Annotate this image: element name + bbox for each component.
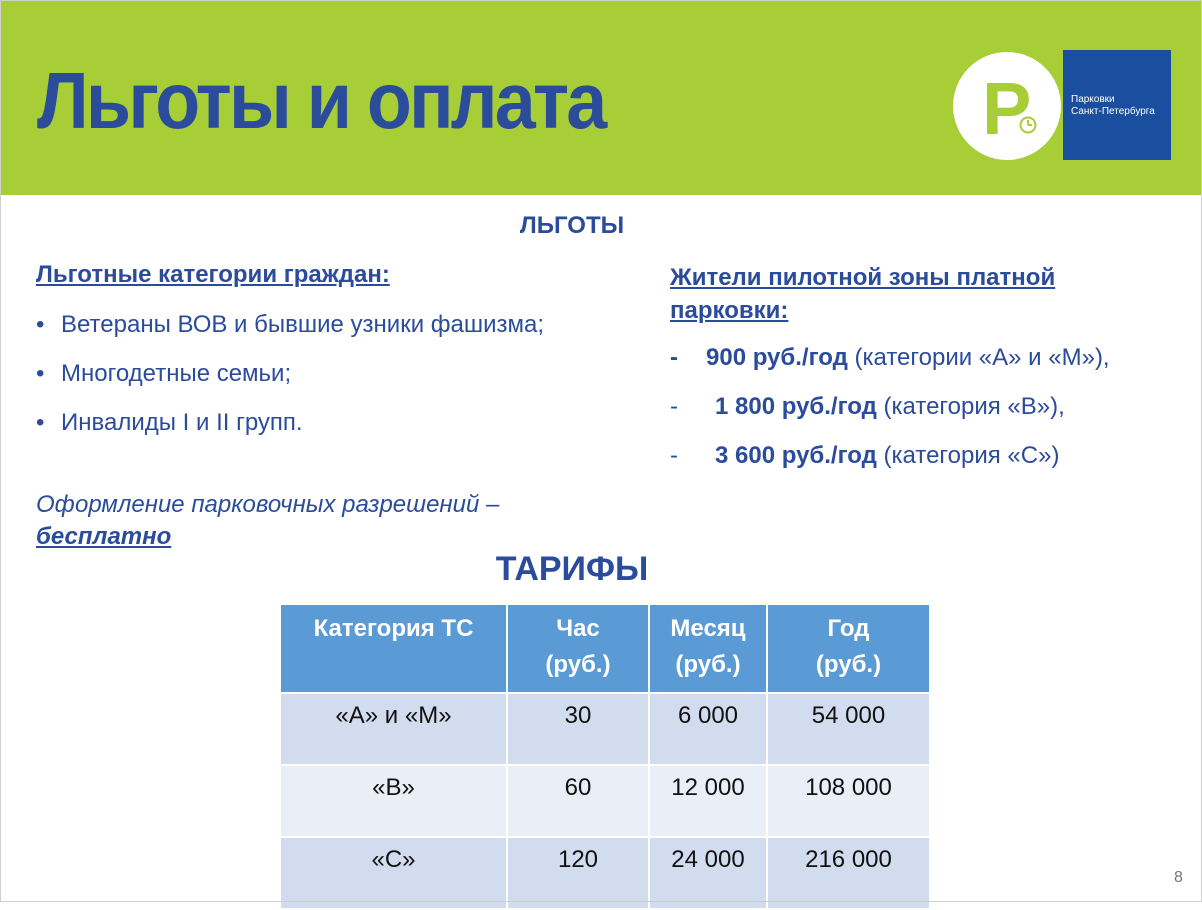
- table-cell: 24 000: [649, 837, 767, 909]
- parking-logo-icon: [953, 52, 1061, 160]
- bullet-icon: •: [36, 409, 45, 436]
- note-prefix: Оформление парковочных разрешений –: [36, 491, 500, 518]
- price-detail: (категория «В»),: [876, 393, 1065, 420]
- table-cell: 12 000: [649, 765, 767, 837]
- column-header: Час (руб.): [507, 604, 649, 693]
- table-row: [280, 693, 930, 765]
- tariffs-table: [279, 603, 931, 910]
- table-header-row: [280, 604, 930, 693]
- residents-heading: Жители пилотной зоны платной парковки:: [670, 264, 1056, 324]
- page-number: 8: [1174, 869, 1183, 886]
- list-item-text: Инвалиды I и II групп.: [61, 409, 303, 436]
- brand-text-line1: Парковки: [1071, 94, 1115, 105]
- benefit-categories-heading: Льготные категории граждан:: [36, 261, 390, 288]
- table-cell: 54 000: [767, 693, 930, 765]
- header-bar: [1, 1, 1201, 195]
- resident-price-item: [670, 440, 1059, 472]
- bullet-icon: •: [36, 311, 45, 338]
- price: 3 600 руб./год: [715, 442, 877, 469]
- table-cell: 6 000: [649, 693, 767, 765]
- table-cell: 108 000: [767, 765, 930, 837]
- brand-logo-box: [1063, 50, 1171, 160]
- table-cell: 30: [507, 693, 649, 765]
- bullet-icon: •: [36, 360, 45, 387]
- price: 1 800 руб./год: [715, 393, 877, 420]
- column-header: Месяц (руб.): [649, 604, 767, 693]
- permits-free-note: [36, 489, 576, 553]
- tariffs-title: ТАРИФЫ: [495, 550, 649, 588]
- benefit-categories-list: [36, 309, 556, 439]
- price-detail: (категория «С»): [876, 442, 1060, 469]
- table-row: [280, 837, 930, 909]
- table-cell: 216 000: [767, 837, 930, 909]
- list-item: [36, 407, 556, 439]
- table-row: [280, 765, 930, 837]
- brand-text-line2: Санкт-Петербурга: [1071, 106, 1155, 117]
- dash-marker: -: [670, 393, 678, 420]
- table-cell: «С»: [280, 837, 507, 909]
- resident-price-item: [670, 391, 1065, 423]
- logo-letter: P: [982, 67, 1032, 150]
- price-detail: (категории «А» и «М»),: [847, 344, 1110, 371]
- list-item: [36, 358, 556, 390]
- dash-marker: -: [670, 344, 678, 371]
- list-item: [36, 309, 556, 341]
- dash-marker: -: [670, 442, 678, 469]
- table-cell: «А» и «М»: [280, 693, 507, 765]
- benefits-section-title: ЛЬГОТЫ: [519, 212, 625, 239]
- note-emphasis: бесплатно: [36, 523, 172, 550]
- table-cell: 60: [507, 765, 649, 837]
- list-item-text: Многодетные семьи;: [61, 360, 292, 387]
- price: 900 руб./год: [706, 344, 848, 371]
- resident-price-item: [670, 342, 1110, 374]
- slide-title: Льготы и оплата: [37, 56, 605, 145]
- column-header: Год (руб.): [767, 604, 930, 693]
- table-cell: «В»: [280, 765, 507, 837]
- list-item-text: Ветераны ВОВ и бывшие узники фашизма;: [61, 311, 545, 338]
- table-cell: 120: [507, 837, 649, 909]
- column-header: Категория ТС: [280, 604, 507, 693]
